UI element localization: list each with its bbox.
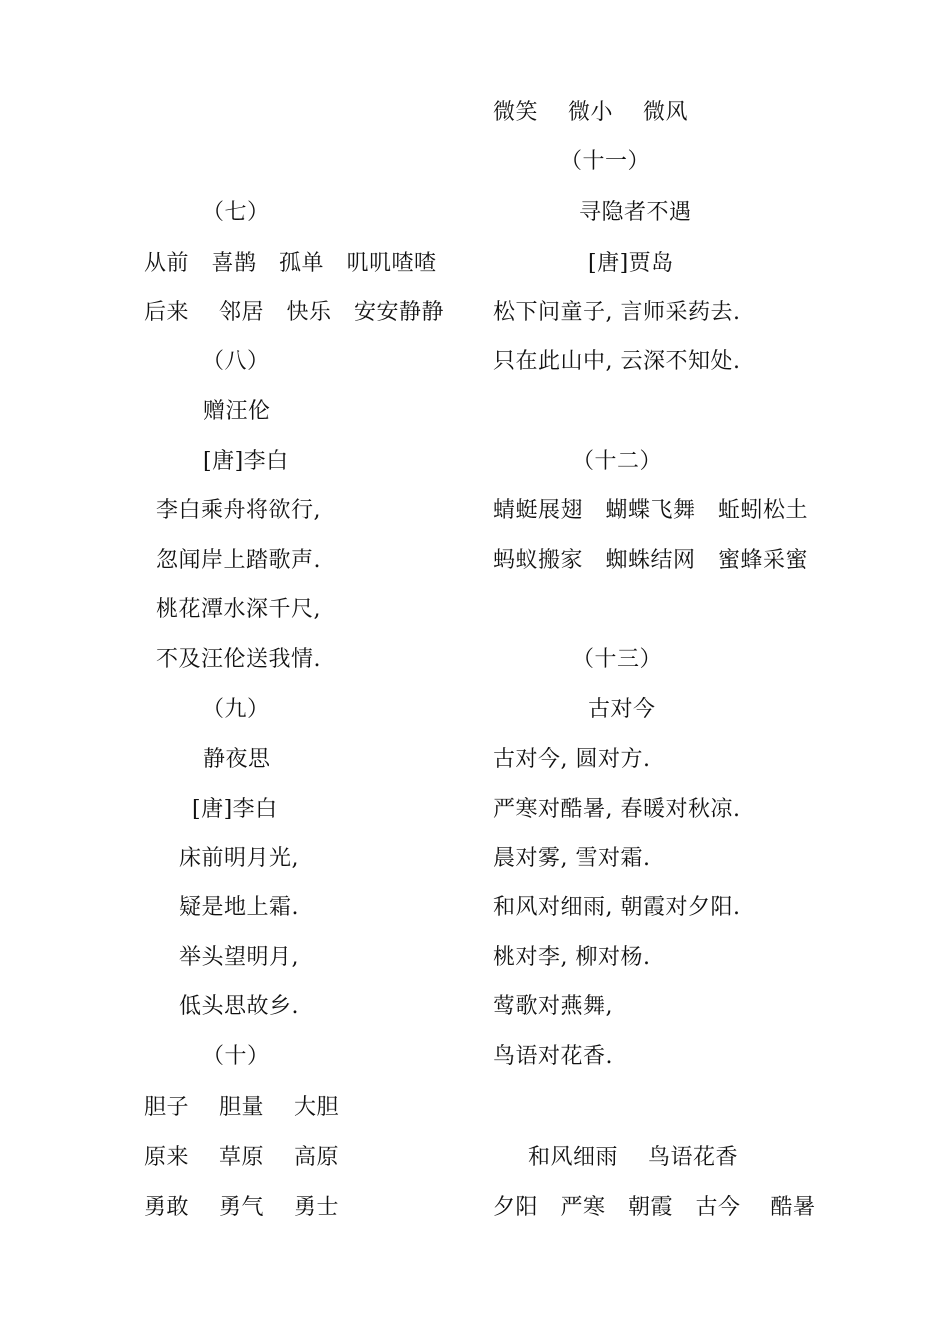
poem-author: [唐]贾岛	[588, 251, 674, 276]
word-line: 原来 草原 高原	[144, 1145, 339, 1170]
poem-line: 忽闻岸上踏歌声.	[156, 548, 321, 573]
word-line: 勇敢 勇气 勇士	[144, 1195, 339, 1220]
section-11-heading: （十一）	[560, 149, 651, 174]
rhyme-line: 晨对雾, 雪对霜.	[493, 846, 651, 871]
section-13-heading: （十三）	[572, 647, 663, 672]
poem-line: 疑是地上霜.	[179, 895, 299, 920]
poem-line: 李白乘舟将欲行,	[156, 498, 321, 523]
rhyme-line: 严寒对酷暑, 春暖对秋凉.	[493, 797, 741, 822]
poem-line: 举头望明月,	[179, 945, 299, 970]
section-9-heading: （九）	[202, 697, 270, 722]
word-line: 夕阳 严寒 朝霞 古今 酷暑	[493, 1195, 816, 1220]
word-line: 微笑 微小 微风	[493, 100, 688, 125]
rhyme-line: 莺歌对燕舞,	[493, 994, 613, 1019]
section-12-heading: （十二）	[572, 449, 663, 474]
rhyme-line: 鸟语对花香.	[493, 1044, 613, 1069]
word-line: 胆子 胆量 大胆	[144, 1095, 339, 1120]
section-10-heading: （十）	[202, 1044, 270, 1069]
poem-author: [唐]李白	[203, 449, 289, 474]
poem-line: 桃花潭水深千尺,	[156, 597, 321, 622]
rhyme-line: 桃对李, 柳对杨.	[493, 945, 651, 970]
word-line: 蜻蜓展翅 蝴蝶飞舞 蚯蚓松土	[493, 498, 809, 523]
poem-line: 低头思故乡.	[179, 994, 299, 1019]
word-line: 和风细雨 鸟语花香	[528, 1145, 738, 1170]
poem-title: 寻隐者不遇	[579, 200, 692, 225]
section-8-heading: （八）	[202, 349, 270, 374]
word-line: 蚂蚁搬家 蜘蛛结网 蜜蜂采蜜	[493, 548, 809, 573]
poem-author: [唐]李白	[192, 797, 278, 822]
word-line: 后来 邻居 快乐 安安静静	[144, 300, 444, 325]
poem-line: 松下问童子, 言师采药去.	[493, 300, 741, 325]
poem-title: 赠汪伦	[203, 399, 271, 424]
poem-title: 静夜思	[203, 747, 271, 772]
word-line: 从前 喜鹊 孤单 叽叽喳喳	[144, 251, 437, 276]
poem-line: 只在此山中, 云深不知处.	[493, 349, 741, 374]
rhyme-line: 古对今, 圆对方.	[493, 747, 651, 772]
poem-line: 不及汪伦送我情.	[156, 647, 321, 672]
rhyme-line: 和风对细雨, 朝霞对夕阳.	[493, 895, 741, 920]
section-7-heading: （七）	[202, 200, 270, 225]
poem-title: 古对今	[588, 697, 656, 722]
poem-line: 床前明月光,	[179, 846, 299, 871]
